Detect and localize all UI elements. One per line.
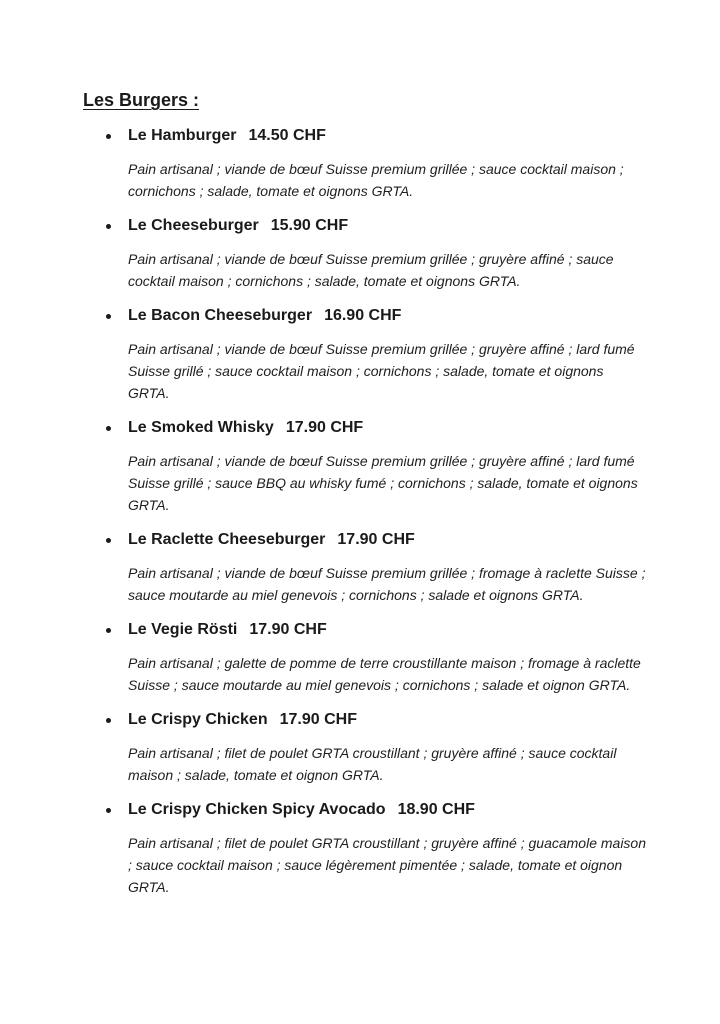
burger-description: Pain artisanal ; filet de poulet GRTA croustillant ; gruyère affiné ; guacamole maison ; sauce cocktail maison ; sauce légèrement pimentée ; salade, tomate et oignon GRTA. bbox=[128, 835, 647, 895]
burger-item bbox=[0, 124, 648, 202]
burger-description: Pain artisanal ; galette de pomme de terre croustillante maison ; fromage à raclette Suisse ; sauce moutarde au miel genevois ; cornichons ; salade et oignon GRTA. bbox=[128, 655, 641, 693]
burger-heading bbox=[128, 214, 648, 238]
bullet-icon bbox=[106, 224, 111, 229]
bullet-icon bbox=[106, 808, 111, 813]
burger-price: 17.90 CHF bbox=[249, 621, 327, 638]
burger-price: 15.90 CHF bbox=[270, 217, 349, 234]
burger-description: Pain artisanal ; viande de bœuf Suisse premium grillée ; gruyère affiné ; lard fumé Suisse grillé ; sauce cocktail maison ; cornichons ; salade, tomate et oignons GRTA. bbox=[128, 341, 635, 401]
burger-heading bbox=[128, 304, 648, 328]
burger-item bbox=[0, 798, 648, 898]
burger-description: Pain artisanal ; viande de bœuf Suisse premium grillée ; fromage à raclette Suisse ; sauce moutarde au miel genevois ; cornichons ; salade et oignons GRTA. bbox=[128, 565, 646, 603]
burger-price: 18.90 CHF bbox=[397, 801, 475, 818]
burger-heading bbox=[128, 798, 648, 822]
burger-price: 14.50 CHF bbox=[248, 127, 326, 144]
burger-description: Pain artisanal ; viande de bœuf Suisse premium grillée ; sauce cocktail maison ; cornichons ; salade, tomate et oignons GRTA. bbox=[128, 161, 624, 199]
burger-description: Pain artisanal ; viande de bœuf Suisse premium grillée ; gruyère affiné ; lard fumé Suisse grillé ; sauce BBQ au whisky fumé ; cornichons ; salade, tomate et oignons GRTA. bbox=[128, 453, 638, 513]
burger-price: 17.90 CHF bbox=[279, 711, 357, 728]
burger-name: Le Crispy Chicken Spicy Avocado bbox=[128, 801, 386, 818]
burger-price: 17.90 CHF bbox=[337, 531, 415, 548]
bullet-icon bbox=[106, 134, 111, 139]
burger-name: Le Cheeseburger bbox=[128, 217, 259, 234]
burger-item bbox=[0, 528, 648, 606]
burger-list bbox=[0, 124, 720, 910]
burger-heading bbox=[128, 618, 648, 642]
burger-description: Pain artisanal ; filet de poulet GRTA croustillant ; gruyère affiné ; sauce cocktail maison ; salade, tomate et oignon GRTA. bbox=[128, 745, 617, 783]
burger-price: 16.90 CHF bbox=[324, 307, 402, 324]
burger-item bbox=[0, 214, 648, 292]
bullet-icon bbox=[106, 426, 111, 431]
burger-item bbox=[0, 708, 648, 786]
bullet-icon bbox=[106, 718, 111, 723]
burger-item bbox=[0, 618, 648, 696]
burger-heading bbox=[128, 708, 648, 732]
burger-price: 17.90 CHF bbox=[285, 419, 364, 436]
burger-name: Le Vegie Rösti bbox=[128, 621, 238, 638]
burger-heading bbox=[128, 528, 648, 552]
bullet-icon bbox=[106, 538, 111, 543]
burger-name: Le Raclette Cheeseburger bbox=[128, 531, 326, 548]
burger-description: Pain artisanal ; viande de bœuf Suisse premium grillée ; gruyère affiné ; sauce cocktail maison ; cornichons ; salade, tomate et oignons GRTA. bbox=[128, 251, 614, 289]
burger-heading bbox=[128, 416, 648, 440]
bullet-icon bbox=[106, 628, 111, 633]
burger-heading bbox=[128, 124, 648, 148]
burger-name: Le Bacon Cheeseburger bbox=[128, 307, 313, 324]
section-title: Les Burgers : bbox=[83, 90, 200, 110]
burger-name: Le Crispy Chicken bbox=[128, 711, 268, 728]
burger-item bbox=[0, 416, 648, 516]
burger-item bbox=[0, 304, 648, 404]
burger-name: Le Smoked Whisky bbox=[128, 419, 274, 436]
burger-name: Le Hamburger bbox=[128, 127, 237, 144]
bullet-icon bbox=[106, 314, 111, 319]
